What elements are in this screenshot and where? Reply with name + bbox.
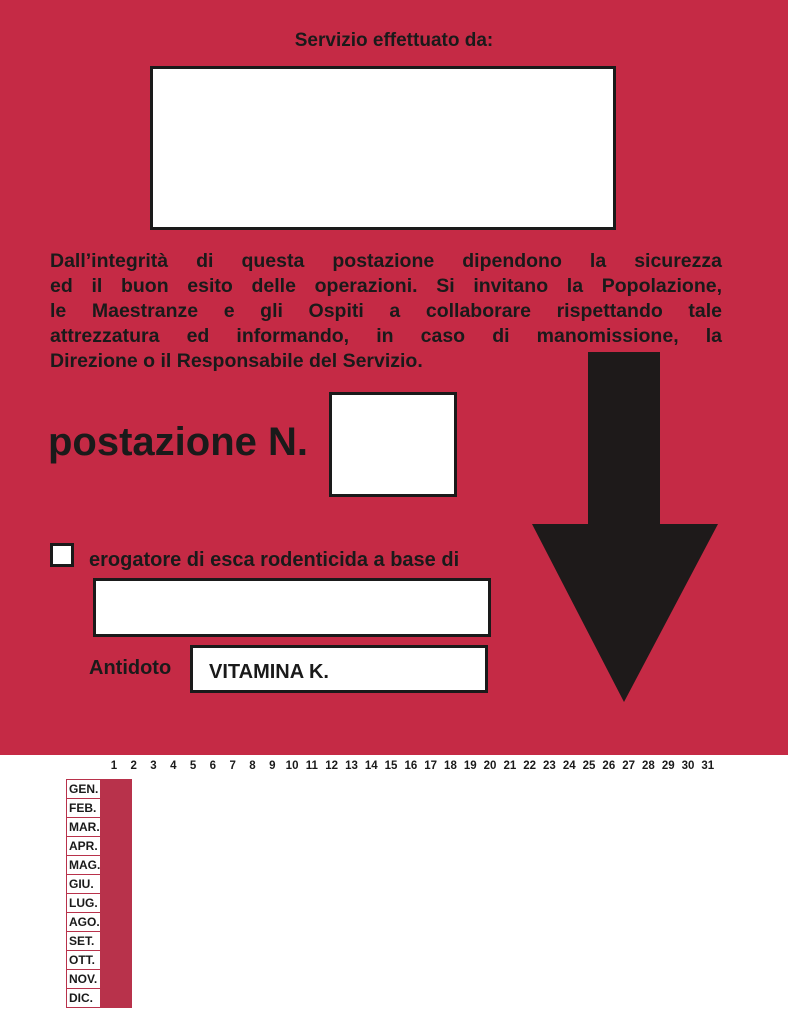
notice-line: Direzione o il Responsabile del Servizio. — [50, 350, 423, 372]
antidote-label: Antidoto — [89, 657, 172, 679]
month-label: AGO. — [67, 913, 101, 932]
day-number-label: 16 — [404, 760, 418, 772]
calendar-day-cell[interactable] — [131, 875, 132, 894]
month-label: FEB. — [67, 799, 101, 818]
station-number-box[interactable] — [329, 392, 457, 497]
month-label: GEN. — [67, 780, 101, 799]
service-provider-box[interactable] — [150, 66, 616, 230]
day-number-label: 19 — [463, 760, 477, 772]
day-number-label: 7 — [229, 760, 236, 772]
day-number-label: 1 — [110, 760, 118, 772]
calendar-month-row — [67, 970, 132, 989]
day-number-label: 23 — [543, 760, 556, 772]
calendar-day-cell[interactable] — [131, 913, 132, 932]
calendar-day-cell[interactable] — [131, 932, 132, 951]
calendar-day-cell[interactable] — [131, 818, 132, 837]
notice-line: ed il buon esito delle operazioni. Si invitano la Popolazione, — [50, 275, 722, 297]
antidote-value: VITAMINA K. — [209, 661, 329, 683]
month-label: NOV. — [67, 970, 101, 989]
month-label: MAG. — [67, 856, 101, 875]
day-number-label: 26 — [602, 760, 616, 772]
calendar-day-cell[interactable] — [131, 780, 132, 799]
calendar-month-row — [67, 837, 132, 856]
day-number-label: 3 — [150, 760, 157, 772]
calendar-day-cell[interactable] — [131, 856, 132, 875]
calendar-month-row — [67, 875, 132, 894]
day-number-label: 11 — [305, 760, 318, 772]
month-label: OTT. — [67, 951, 101, 970]
station-label: postazione N. — [48, 420, 309, 464]
bait-label: erogatore di esca rodenticida a base di — [89, 549, 460, 571]
notice-line: Dall’integrità di questa postazione dipendono la sicurezza — [50, 250, 722, 272]
day-number-label: 2 — [130, 760, 137, 772]
day-number-label: 12 — [325, 760, 339, 772]
calendar-day-cell[interactable] — [131, 951, 132, 970]
notice-line: le Maestranze e gli Ospiti a collaborare rispettando tale — [50, 300, 722, 322]
day-number-label: 10 — [285, 760, 299, 772]
calendar-day-header — [104, 760, 718, 778]
antidote-box[interactable] — [190, 645, 488, 693]
day-number-label: 27 — [622, 760, 636, 772]
calendar-day-cell[interactable] — [131, 894, 132, 913]
month-label: MAR. — [67, 818, 101, 837]
calendar-month-row — [67, 780, 132, 799]
day-number-label: 9 — [269, 760, 276, 772]
day-number-label: 6 — [209, 760, 217, 772]
day-number-label: 29 — [661, 760, 675, 772]
calendar-month-row — [67, 951, 132, 970]
day-number-label: 24 — [562, 760, 576, 772]
calendar-month-row — [67, 989, 132, 1008]
bait-substance-box[interactable] — [93, 578, 491, 637]
month-label: APR. — [67, 837, 101, 856]
day-number-label: 20 — [483, 760, 497, 772]
day-number-label: 14 — [364, 760, 378, 772]
day-number-label: 4 — [170, 760, 177, 772]
calendar-grid — [66, 779, 132, 1008]
day-number-label: 22 — [523, 760, 537, 772]
day-number-label: 8 — [249, 760, 256, 772]
calendar-month-row — [67, 818, 132, 837]
day-number-label: 31 — [701, 760, 715, 772]
day-number-label: 15 — [384, 760, 398, 772]
calendar-day-cell[interactable] — [131, 837, 132, 856]
down-arrow-icon — [530, 352, 720, 704]
day-number-label: 28 — [642, 760, 655, 772]
day-number-label: 5 — [189, 760, 197, 772]
calendar-month-row — [67, 913, 132, 932]
calendar-month-row — [67, 894, 132, 913]
day-number-label: 13 — [345, 760, 358, 772]
month-label: SET. — [67, 932, 101, 951]
day-number-label: 30 — [681, 760, 695, 772]
service-title: Servizio effettuato da: — [294, 30, 494, 51]
month-label: DIC. — [67, 989, 101, 1008]
notice-line: attrezzatura ed informando, in caso di manomissione, la — [50, 325, 722, 347]
calendar-day-cell[interactable] — [131, 970, 132, 989]
month-label: GIU. — [67, 875, 101, 894]
day-number-label: 25 — [582, 760, 596, 772]
calendar-month-row — [67, 932, 132, 951]
day-number-label: 17 — [424, 760, 438, 772]
day-number-label: 18 — [444, 760, 457, 772]
calendar-month-row — [67, 856, 132, 875]
calendar-day-cell[interactable] — [131, 989, 132, 1008]
day-number-label: 21 — [503, 760, 517, 772]
calendar-month-row — [67, 799, 132, 818]
month-label: LUG. — [67, 894, 101, 913]
bait-checkbox[interactable] — [50, 543, 74, 567]
calendar-day-cell[interactable] — [131, 799, 132, 818]
